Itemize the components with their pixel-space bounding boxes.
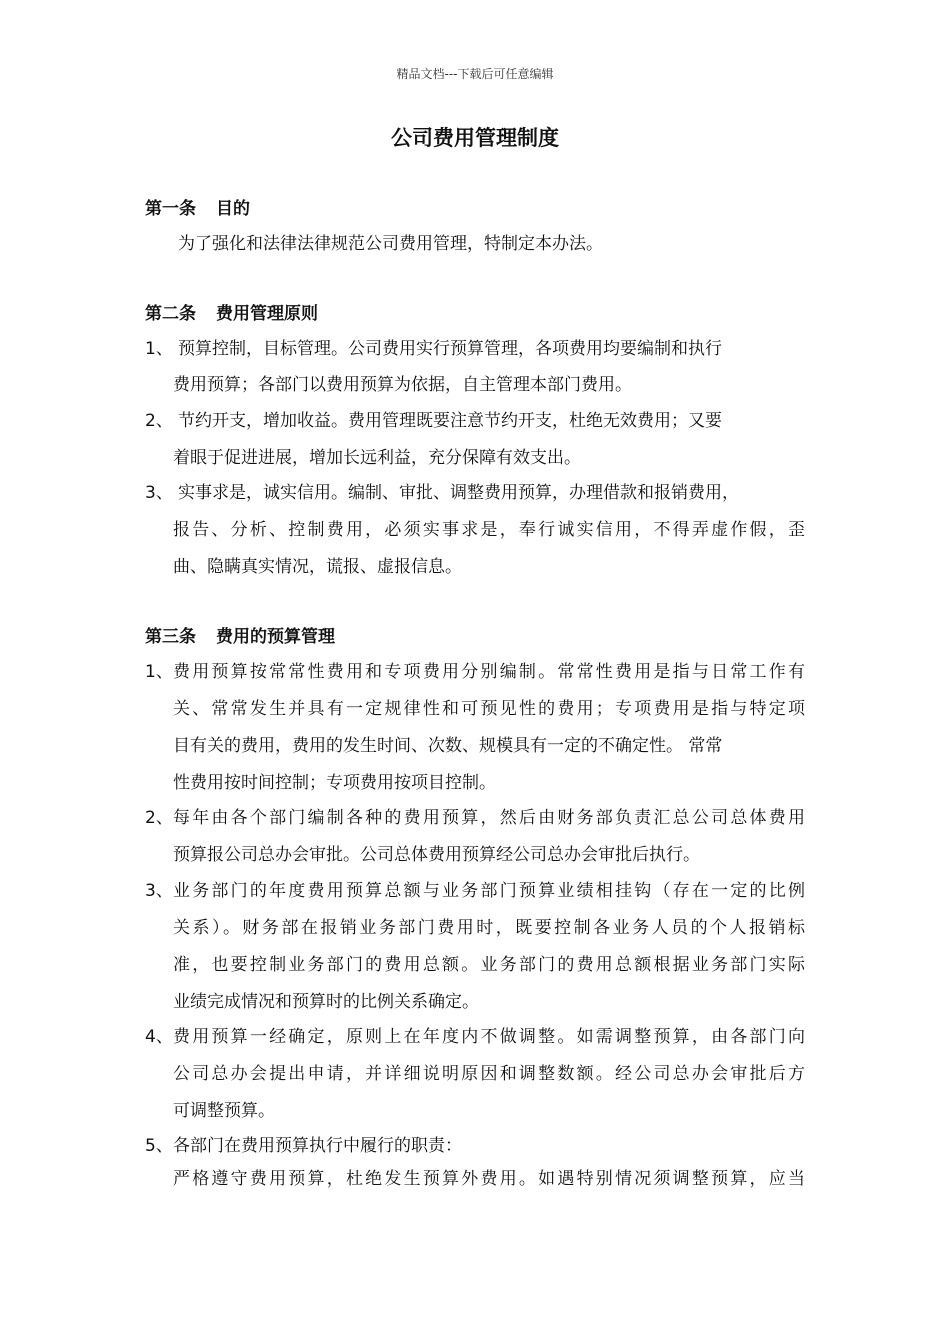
article-3-item-1-line-4: 性费用按时间控制；专项费用按项目控制。	[173, 773, 496, 793]
article-3-item-2-number: 2、	[145, 808, 173, 828]
article-2-title: 费用管理原则	[216, 304, 318, 324]
article-2-item-3-number: 3、	[145, 483, 173, 503]
article-2-item-2-line-2: 着眼于促进进展，增加长远利益，充分保障有效支出。	[173, 448, 581, 468]
article-3-item-2-line-1: 每年由各个部门编制各种的费用预算，然后由财务部负责汇总公司总体费用	[173, 808, 805, 828]
article-3-item-3-line-4: 业绩完成情况和预算时的比例关系确定。	[173, 992, 479, 1012]
article-3-item-5-line-2: 严格遵守费用预算，杜绝发生预算外费用。如遇特别情况须调整预算，应当	[173, 1169, 805, 1189]
article-2-item-3-line-2: 报告、分析、控制费用，必须实事求是，奉行诚实信用，不得弄虚作假，歪	[173, 520, 805, 540]
article-3-item-1-line-2: 关、常常发生并具有一定规律性和可预见性的费用；专项费用是指与特定项	[173, 699, 805, 719]
page-title: 公司费用管理制度	[391, 126, 559, 150]
article-3-number: 第三条	[145, 627, 196, 647]
article-3-item-4-line-3: 可调整预算。	[173, 1101, 275, 1121]
article-1-heading	[145, 197, 250, 221]
article-3-item-4-number: 4、	[145, 1027, 173, 1047]
article-3-item-4-line-2: 公司总办会提出申请，并详细说明原因和调整数额。经公司总办会审批后方	[173, 1064, 805, 1084]
article-3-item-4-line-1: 费用预算一经确定，原则上在年度内不做调整。如需调整预算，由各部门向	[173, 1027, 805, 1047]
article-1-title: 目的	[216, 199, 250, 219]
article-3-item-3-line-3: 准，也要控制业务部门的费用总额。业务部门的费用总额根据业务部门实际	[173, 955, 805, 975]
article-2-item-1-line-1: 预算控制，目标管理。公司费用实行预算管理，各项费用均要编制和执行	[178, 339, 722, 359]
article-3-item-3-line-2: 关系）。财务部在报销业务部门费用时，既要控制各业务人员的个人报销标	[173, 918, 805, 938]
article-2-item-1-line-2: 费用预算；各部门以费用预算为依据，自主管理本部门费用。	[173, 375, 632, 395]
article-3-item-2-line-2: 预算报公司总办会审批。公司总体费用预算经公司总办会审批后执行。	[173, 845, 700, 865]
article-3-item-1-line-3: 目有关的费用，费用的发生时间、次数、规模具有一定的不确定性。 常常	[173, 736, 723, 756]
article-3-item-3-number: 3、	[145, 881, 173, 901]
article-2-item-1-number: 1、	[145, 339, 173, 359]
article-3-item-1-line-1: 费用预算按常常性费用和专项费用分别编制。常常性费用是指与日常工作有	[173, 662, 805, 682]
article-2-item-3-line-1: 实事求是，诚实信用。编制、审批、调整费用预算，办理借款和报销费用，	[178, 483, 739, 503]
article-2-heading	[145, 302, 318, 326]
article-2-item-3-line-3: 曲、隐瞒真实情况，谎报、虚报信息。	[173, 557, 462, 577]
article-3-item-1-number: 1、	[145, 662, 173, 682]
header-note: 精品文档---下载后可任意编辑	[396, 67, 554, 81]
article-3-heading	[145, 625, 335, 649]
article-1-paragraph: 为了强化和法律法律规范公司费用管理，特制定本办法。	[178, 234, 603, 254]
article-3-item-5-line-1: 各部门在费用预算执行中履行的职责：	[173, 1136, 462, 1156]
article-2-item-2-number: 2、	[145, 411, 173, 431]
article-1-number: 第一条	[145, 199, 196, 219]
article-2-item-2-line-1: 节约开支，增加收益。费用管理既要注意节约开支，杜绝无效费用；又要	[178, 411, 722, 431]
article-3-item-5-number: 5、	[145, 1136, 173, 1156]
article-3-item-3-line-1: 业务部门的年度费用预算总额与业务部门预算业绩相挂钩（存在一定的比例	[173, 881, 805, 901]
article-2-number: 第二条	[145, 304, 196, 324]
article-3-title: 费用的预算管理	[216, 627, 335, 647]
